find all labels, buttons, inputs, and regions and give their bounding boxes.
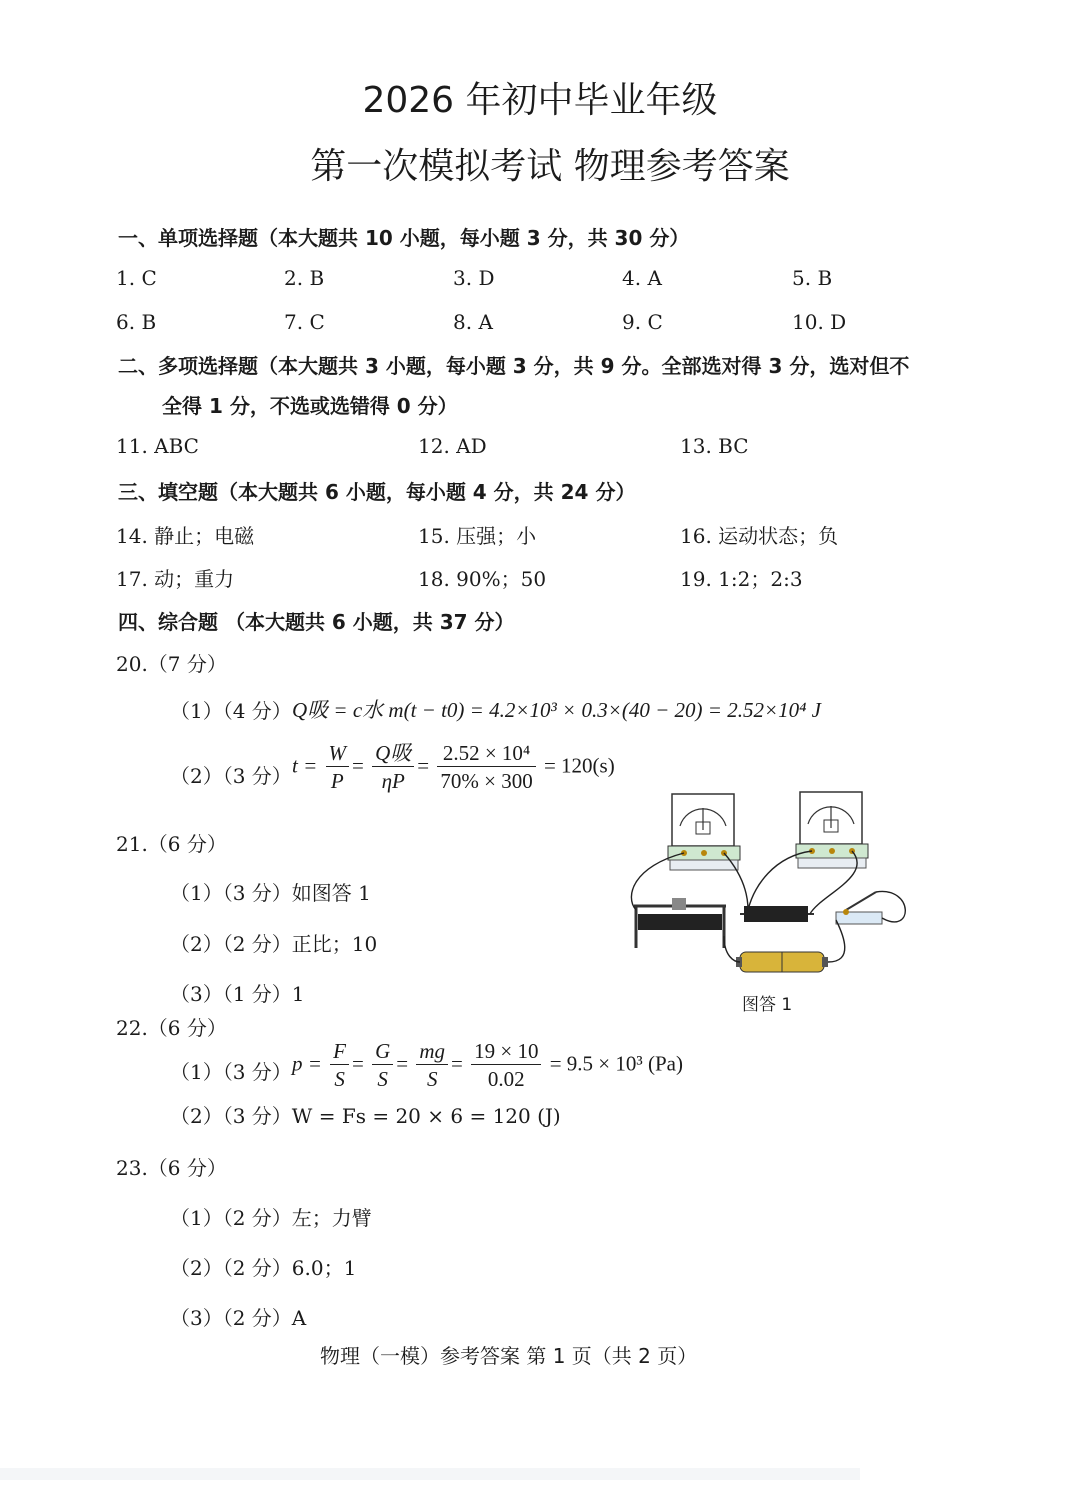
denominator: S <box>426 1067 438 1091</box>
answer-4: 4. A <box>622 266 662 290</box>
q22-p-symbol: p = <box>292 1051 322 1076</box>
q20-part2-label: （2）（3 分） <box>170 764 292 788</box>
q21-part1: （1）（3 分）如图答 1 <box>170 881 371 905</box>
answer-14: 14. 静止；电磁 <box>116 524 255 548</box>
battery-icon <box>736 952 828 972</box>
answer-5: 5. B <box>792 266 833 290</box>
denominator: P <box>330 769 344 793</box>
q22-result: = 9.5 × 10³ (Pa) <box>549 1051 683 1076</box>
section-1-heading: 一、单项选择题（本大题共 10 小题，每小题 3 分，共 30 分） <box>118 226 690 250</box>
q20-heading: 20.（7 分） <box>116 652 227 676</box>
answer-19: 19. 1:2；2:3 <box>680 567 803 591</box>
q22-part2: （2）（3 分）W = Fs = 20 × 6 = 120 (J) <box>170 1104 561 1128</box>
q22-part1-formula: p = $\frac{F}{S}$ = $\frac{G}{S}$ = $\frac{mg}{S}$ = $\frac{19 \times 10}{0.02}$ = 9.5 × 10³ (Pa) <box>292 1039 683 1091</box>
answer-10: 10. D <box>792 310 847 334</box>
q23-part2: （2）（2 分）6.0；1 <box>170 1256 357 1280</box>
section-4-heading: 四、综合题 （本大题共 6 小题，共 37 分） <box>118 610 515 634</box>
answer-3: 3. D <box>453 266 495 290</box>
q20-part1-label: （1）（4 分） <box>170 699 292 723</box>
circuit-diagram-figure <box>624 786 914 986</box>
q20-part1-formula: Q吸 = c水 m(t − t0) = 4.2×10³ × 0.3×(40 − 20) = 2.52×10⁴ J <box>292 698 821 722</box>
resistor-icon <box>740 906 814 922</box>
q20-t-symbol: t = <box>292 753 318 778</box>
page-footer: 物理（一模）参考答案 第 1 页（共 2 页） <box>320 1344 698 1368</box>
q21-heading: 21.（6 分） <box>116 832 227 856</box>
answer-13: 13. BC <box>680 434 749 458</box>
answer-11: 11. ABC <box>116 434 199 458</box>
section-2-heading-cont: 全得 1 分，不选或选错得 0 分） <box>162 394 458 418</box>
title-line-2: 第一次模拟考试 物理参考答案 <box>310 146 790 187</box>
q20-result: = 120(s) <box>543 753 615 778</box>
denominator: ηP <box>381 769 405 793</box>
q20-part2-formula: t = $\frac{W}{P}$ = $\frac{\text{Q吸}}{\eta P}$ = $\frac{\text{2.52 × 10⁴}}{70\% \times 300}$ = 120(s) <box>292 741 615 793</box>
fraction-g-over-s <box>372 1038 393 1093</box>
fraction-f-over-s <box>330 1038 349 1093</box>
answer-6: 6. B <box>116 310 157 334</box>
numerator: 2.52 × 10⁴ <box>437 740 535 767</box>
numerator: G <box>372 1038 393 1065</box>
switch-icon <box>836 892 882 924</box>
answer-8: 8. A <box>453 310 493 334</box>
fraction-numeric <box>471 1038 541 1093</box>
answer-18: 18. 90%；50 <box>418 567 547 591</box>
answer-17: 17. 动；重力 <box>116 567 235 591</box>
bottom-strip <box>0 1468 860 1480</box>
q22-part1-label: （1）（3 分） <box>170 1060 292 1084</box>
denominator: S <box>377 1067 388 1091</box>
voltmeter-icon <box>796 792 868 868</box>
answer-9: 9. C <box>622 310 663 334</box>
numerator: Q吸 <box>372 740 414 767</box>
numerator: F <box>330 1038 349 1065</box>
fraction-w-over-p <box>326 740 350 795</box>
fraction-numeric <box>437 740 535 795</box>
denominator: 70% × 300 <box>440 769 533 793</box>
section-3-heading: 三、填空题（本大题共 6 小题，每小题 4 分，共 24 分） <box>118 480 636 504</box>
q22-heading: 22.（6 分） <box>116 1016 227 1040</box>
title-line-1: 2026 年初中毕业年级 <box>362 80 718 121</box>
q23-part3: （3）（2 分）A <box>170 1306 307 1330</box>
numerator: mg <box>416 1038 448 1065</box>
denominator: S <box>334 1067 345 1091</box>
q21-part2: （2）（2 分）正比；10 <box>170 932 378 956</box>
answer-16: 16. 运动状态；负 <box>680 524 839 548</box>
rheostat-icon <box>634 898 726 948</box>
numerator: 19 × 10 <box>471 1038 541 1065</box>
answer-12: 12. AD <box>418 434 487 458</box>
figure-caption: 图答 1 <box>742 995 793 1015</box>
section-2-heading: 二、多项选择题（本大题共 3 小题，每小题 3 分，共 9 分。全部选对得 3 分，选对但不 <box>118 354 910 378</box>
q23-part1: （1）（2 分）左；力臂 <box>170 1206 372 1230</box>
answer-15: 15. 压强；小 <box>418 524 537 548</box>
numerator: W <box>326 740 350 767</box>
q23-heading: 23.（6 分） <box>116 1156 227 1180</box>
answer-2: 2. B <box>284 266 325 290</box>
denominator: 0.02 <box>487 1067 525 1091</box>
q21-part3: （3）（1 分）1 <box>170 982 305 1006</box>
fraction-q-over-etap <box>372 740 414 795</box>
answer-7: 7. C <box>284 310 325 334</box>
answer-1: 1. C <box>116 266 157 290</box>
fraction-mg-over-s <box>416 1038 448 1093</box>
